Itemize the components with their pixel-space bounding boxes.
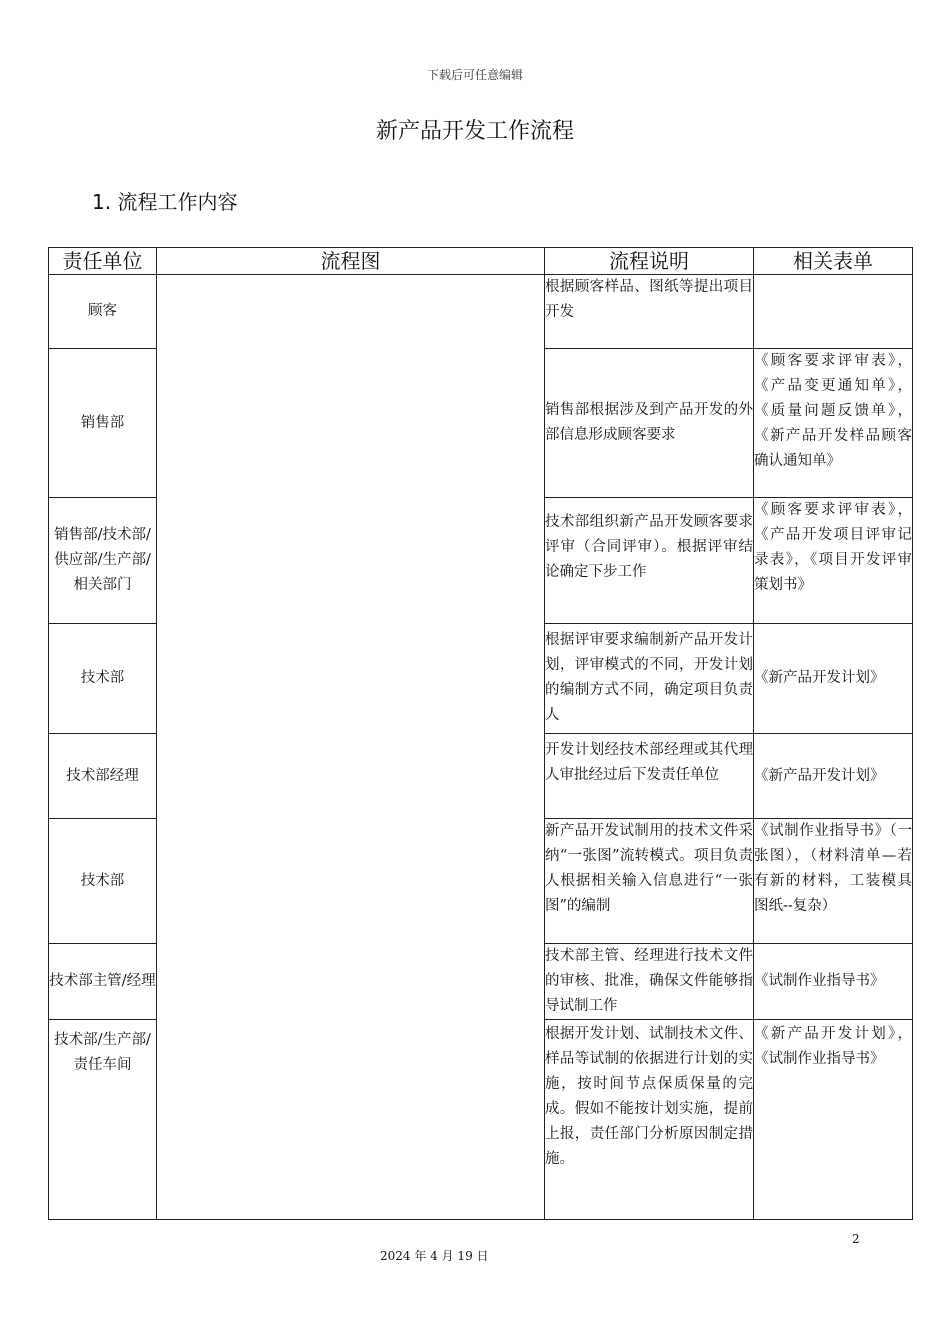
responsible-unit-cell: 技术部经理 xyxy=(49,734,157,819)
responsible-unit-cell: 销售部 xyxy=(49,349,157,498)
related-forms-cell xyxy=(754,275,913,349)
process-description-cell: 技术部主管、经理进行技术文件的审核、批准，确保文件能够指导试制工作 xyxy=(545,944,754,1020)
related-forms-cell: 《新产品开发计划》 xyxy=(754,734,913,819)
responsible-unit-cell: 技术部/生产部/责任车间 xyxy=(49,1020,157,1220)
header-related-forms: 相关表单 xyxy=(754,248,913,275)
document-title: 新产品开发工作流程 xyxy=(375,119,574,144)
table-row xyxy=(49,275,913,349)
flowchart-area xyxy=(157,275,545,1220)
table-header-row xyxy=(49,248,913,275)
process-description-cell: 开发计划经技术部经理或其代理人审批经过后下发责任单位 xyxy=(545,734,754,819)
responsible-unit-cell: 技术部主管/经理 xyxy=(49,944,157,1020)
responsible-unit-cell: 销售部/技术部/供应部/生产部/相关部门 xyxy=(49,498,157,624)
related-forms-cell: 《试制作业指导书》 xyxy=(754,944,913,1020)
related-forms-cell: 《新产品开发计划》 xyxy=(754,624,913,734)
process-description-cell: 技术部组织新产品开发顾客要求评审（合同评审）。根据评审结论确定下步工作 xyxy=(545,498,754,624)
process-description-cell: 根据评审要求编制新产品开发计划，评审模式的不同，开发计划的编制方式不同，确定项目负责人 xyxy=(545,624,754,734)
footer-date: 2024 年 4 月 19 日 xyxy=(380,1249,489,1263)
process-description-cell: 新产品开发试制用的技术文件采纳“一张图”流转模式。项目负责人根据相关输入信息进行“一张图”的编制 xyxy=(545,819,754,944)
process-table xyxy=(48,247,913,1220)
process-description-cell: 销售部根据涉及到产品开发的外部信息形成顾客要求 xyxy=(545,349,754,498)
section-heading: 1. 流程工作内容 xyxy=(92,190,238,214)
related-forms-cell: 《顾客要求评审表》，《产品变更通知单》，《质量问题反馈单》，《新产品开发样品顾客确认通知单》 xyxy=(754,349,913,498)
page-number: 2 xyxy=(852,1232,860,1246)
header-process-description: 流程说明 xyxy=(545,248,754,275)
related-forms-cell: 《新产品开发计划》，《试制作业指导书》 xyxy=(754,1020,913,1220)
process-description-cell: 根据开发计划、试制技术文件、样品等试制的依据进行计划的实施，按时间节点保质保量的完成。假如不能按计划实施，提前上报，责任部门分析原因制定措施。 xyxy=(545,1020,754,1220)
header-responsible-unit: 责任单位 xyxy=(49,248,157,275)
header-flowchart: 流程图 xyxy=(157,248,545,275)
responsible-unit-cell: 技术部 xyxy=(49,624,157,734)
header-note: 下载后可任意编辑 xyxy=(426,68,523,82)
responsible-unit-cell: 技术部 xyxy=(49,819,157,944)
related-forms-cell: 《顾客要求评审表》，《产品开发项目评审记录表》，《项目开发评审策划书》 xyxy=(754,498,913,624)
related-forms-cell: 《试制作业指导书》（一张图），（材料清单—若有新的材料，工装模具图纸--复杂） xyxy=(754,819,913,944)
responsible-unit-cell: 顾客 xyxy=(49,275,157,349)
process-description-cell: 根据顾客样品、图纸等提出项目开发 xyxy=(545,275,754,349)
